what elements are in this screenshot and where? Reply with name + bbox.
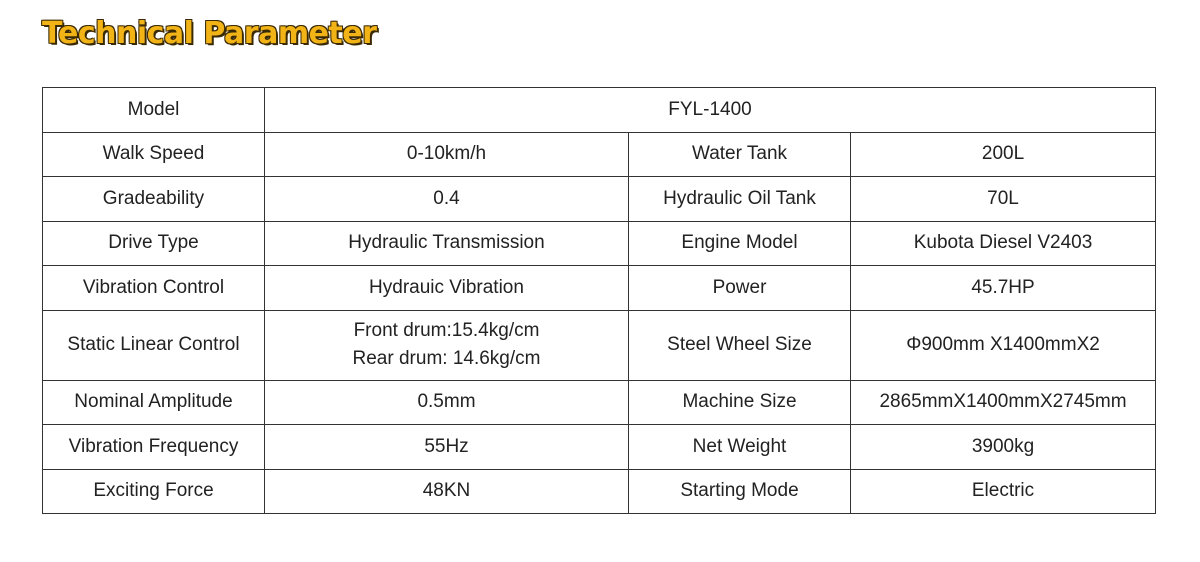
row-value: 55Hz (265, 425, 629, 470)
row-label: Starting Mode (629, 469, 851, 514)
row-value: 0.4 (265, 177, 629, 222)
row-value: 48KN (265, 469, 629, 514)
row-value: 3900kg (851, 425, 1156, 470)
row-label: Water Tank (629, 132, 851, 177)
row-value: 0.5mm (265, 380, 629, 425)
row-label: Static Linear Control (43, 310, 265, 380)
model-value: FYL-1400 (265, 88, 1156, 133)
row-value: 2865mmX1400mmX2745mm (851, 380, 1156, 425)
row-value: 70L (851, 177, 1156, 222)
spec-table (42, 87, 1156, 514)
row-value: 200L (851, 132, 1156, 177)
row-value: 45.7HP (851, 266, 1156, 311)
row-label: Machine Size (629, 380, 851, 425)
row-label: Model (43, 88, 265, 133)
row-value: Electric (851, 469, 1156, 514)
row-label: Gradeability (43, 177, 265, 222)
row-label: Power (629, 266, 851, 311)
row-label: Exciting Force (43, 469, 265, 514)
table-row (43, 425, 1156, 470)
row-label: Vibration Control (43, 266, 265, 311)
row-label: Nominal Amplitude (43, 380, 265, 425)
row-value: Kubota Diesel V2403 (851, 221, 1156, 266)
table-row (43, 310, 1156, 380)
row-value-multiline (265, 310, 629, 380)
row-value: Hydraulic Transmission (265, 221, 629, 266)
table-row-model (43, 88, 1156, 133)
page-title: Technical Parameter (42, 16, 377, 51)
table-row (43, 469, 1156, 514)
table-row (43, 132, 1156, 177)
table-row (43, 221, 1156, 266)
row-value: Φ900mm X1400mmX2 (851, 310, 1156, 380)
row-label: Hydraulic Oil Tank (629, 177, 851, 222)
row-label: Vibration Frequency (43, 425, 265, 470)
value-line: Front drum:15.4kg/cm (353, 320, 540, 341)
value-line: Rear drum: 14.6kg/cm (352, 348, 541, 369)
row-label: Steel Wheel Size (629, 310, 851, 380)
row-label: Net Weight (629, 425, 851, 470)
row-label: Walk Speed (43, 132, 265, 177)
row-value: 0-10km/h (265, 132, 629, 177)
row-label: Drive Type (43, 221, 265, 266)
row-label: Engine Model (629, 221, 851, 266)
table-row (43, 266, 1156, 311)
table-row (43, 177, 1156, 222)
row-value: Hydrauic Vibration (265, 266, 629, 311)
table-row (43, 380, 1156, 425)
